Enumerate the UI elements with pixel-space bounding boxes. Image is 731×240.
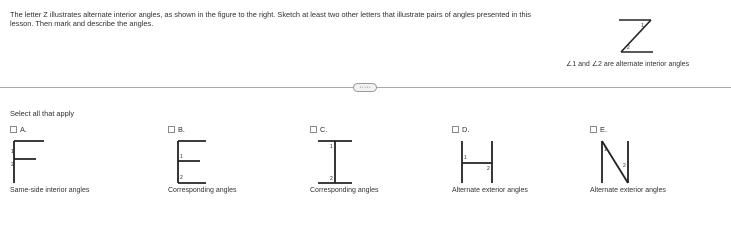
option-b-description: Corresponding angles — [168, 187, 237, 194]
expand-button[interactable]: ····· — [353, 83, 377, 92]
letter-e-figure — [168, 139, 208, 185]
letter-i-figure — [310, 139, 360, 185]
angle-label: 1 — [641, 23, 644, 29]
option-b-checkbox[interactable] — [168, 126, 175, 133]
option-b[interactable] — [168, 125, 298, 215]
option-b-header[interactable] — [168, 125, 185, 134]
option-d-header[interactable] — [452, 125, 469, 134]
letter-h-figure — [452, 139, 502, 185]
option-d-letter: D. — [462, 125, 470, 134]
option-c-checkbox[interactable] — [310, 126, 317, 133]
angle-label: 1 — [330, 144, 333, 150]
option-e-checkbox[interactable] — [590, 126, 597, 133]
angle-label: 2 — [627, 45, 630, 51]
z-example-figure — [615, 14, 655, 58]
option-a-description: Same-side interior angles — [10, 187, 90, 194]
option-d-checkbox[interactable] — [452, 126, 459, 133]
option-a-letter: A. — [20, 125, 27, 134]
option-d[interactable] — [452, 125, 582, 215]
option-e-header[interactable] — [590, 125, 607, 134]
option-c-letter: C. — [320, 125, 328, 134]
option-b-letter: B. — [178, 125, 185, 134]
angle-label: 1 — [11, 149, 14, 155]
angle-label: 2 — [11, 162, 14, 168]
option-e-description: Alternate exterior angles — [590, 187, 666, 194]
angle-label: 1 — [604, 147, 607, 153]
angle-label: 2 — [623, 163, 626, 169]
option-e[interactable] — [590, 125, 720, 215]
letter-f-figure — [10, 139, 50, 185]
angle-label: 2 — [487, 166, 490, 172]
option-c-header[interactable] — [310, 125, 327, 134]
option-d-description: Alternate exterior angles — [452, 187, 528, 194]
instruction-text: Select all that apply — [10, 109, 75, 118]
option-a-checkbox[interactable] — [10, 126, 17, 133]
angle-label: 2 — [330, 176, 333, 182]
letter-n-figure — [590, 139, 640, 185]
option-a-header[interactable] — [10, 125, 27, 134]
angle-label: 1 — [464, 155, 467, 161]
option-a[interactable] — [10, 125, 140, 215]
example-caption: ∠1 and ∠2 are alternate interior angles — [566, 61, 690, 68]
option-e-letter: E. — [600, 125, 607, 134]
angle-label: 2 — [180, 175, 183, 181]
angle-label: 1 — [180, 154, 183, 160]
option-c-description: Corresponding angles — [310, 187, 379, 194]
option-c[interactable] — [310, 125, 440, 215]
question-text: The letter Z illustrates alternate interior angles, as shown in the figure to the right. Sketch at least two other letters that illustrate pairs of angles presented in this lesson. Then mark and describe the angles. — [10, 10, 531, 28]
